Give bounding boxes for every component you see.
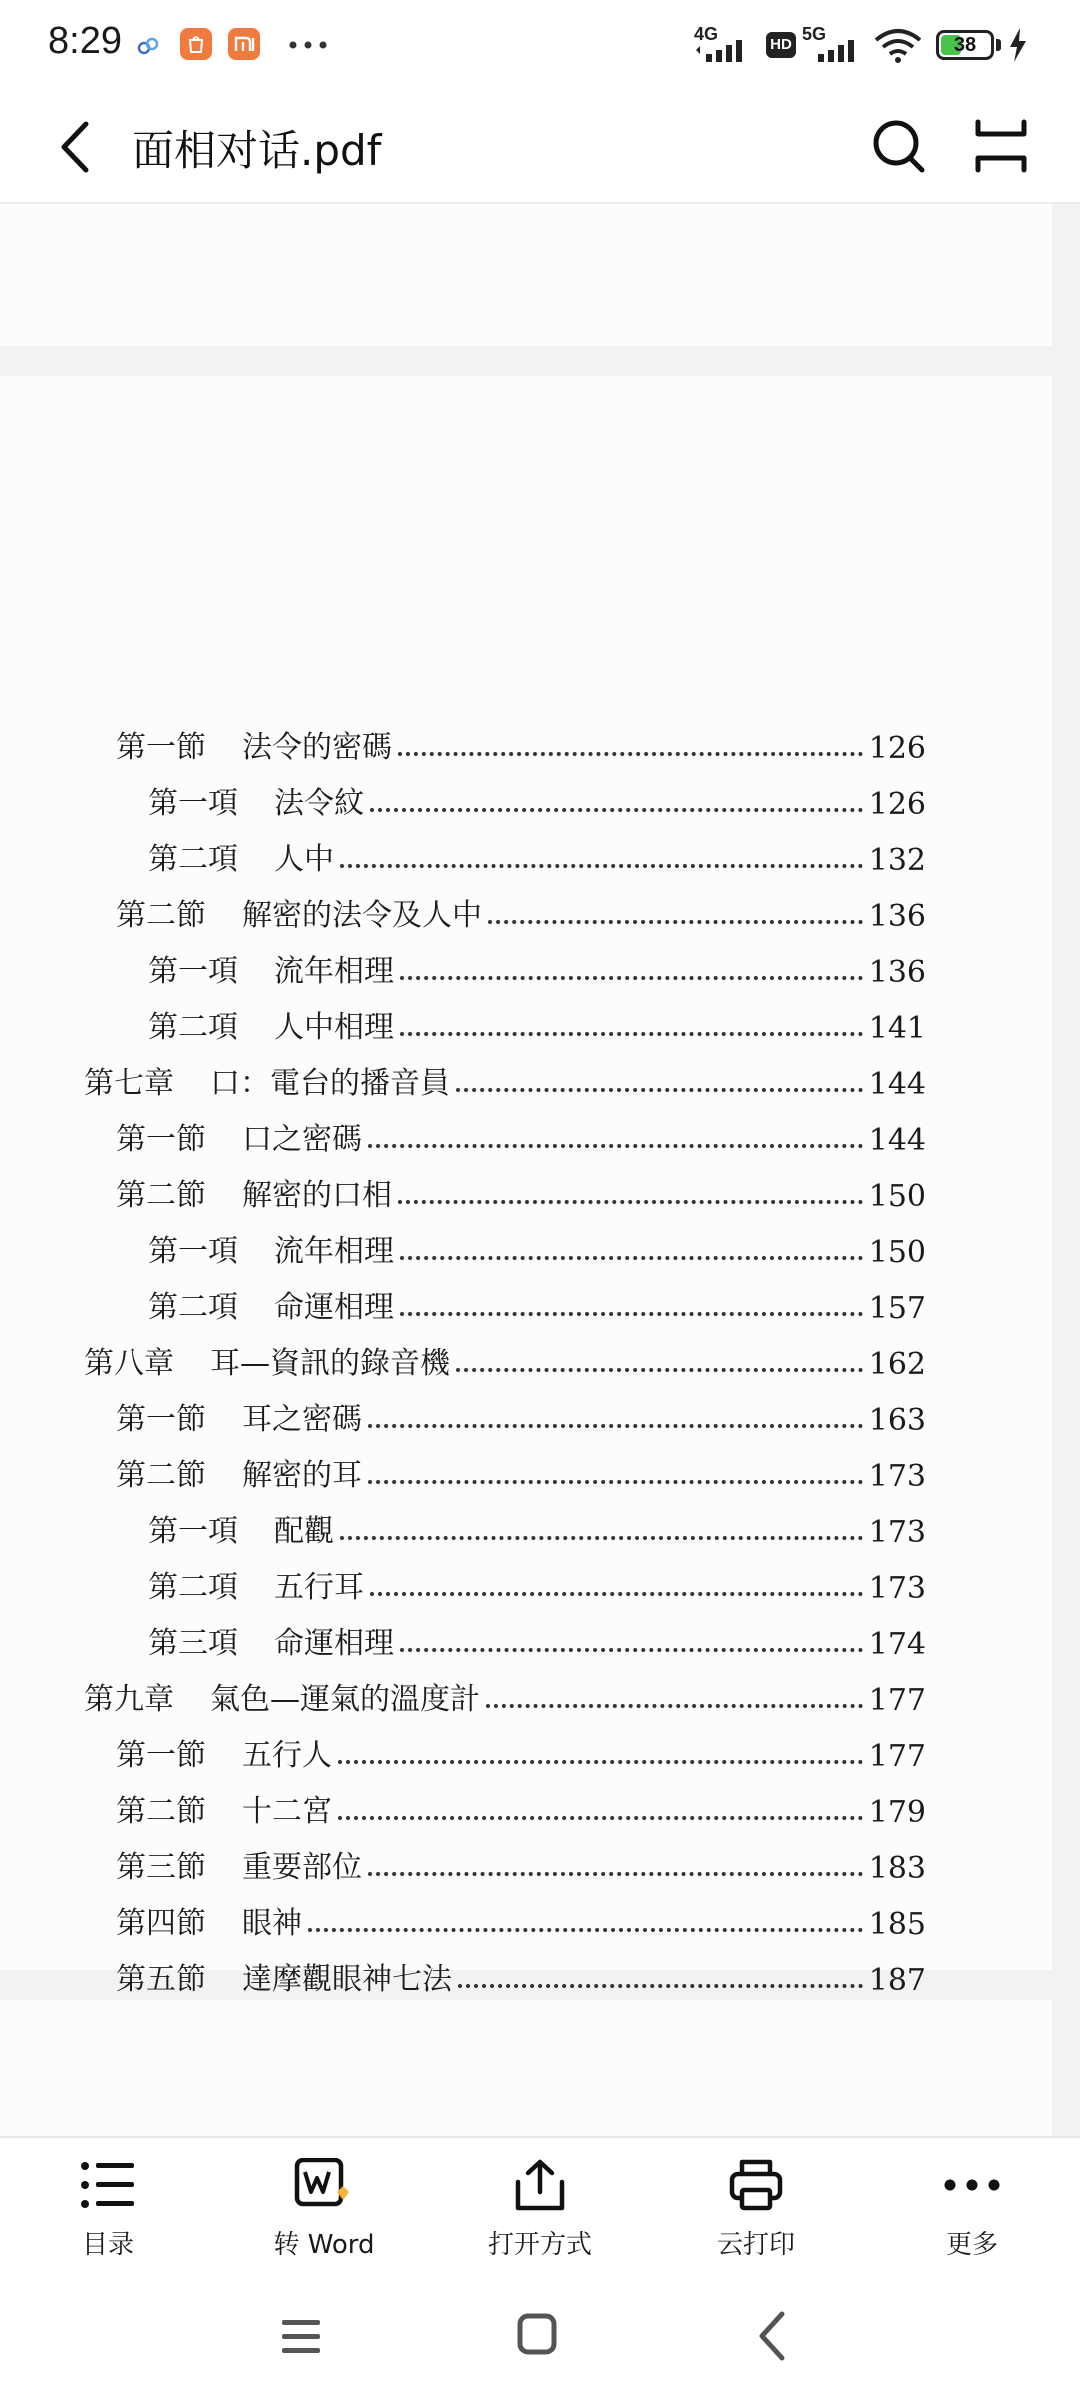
- toc-entry-page: 126: [868, 787, 926, 822]
- toc-entry[interactable]: [148, 1612, 926, 1662]
- toc-leader-dots: [400, 976, 863, 980]
- printer-icon: [726, 2158, 786, 2212]
- toc-entry-title: 配觀: [274, 1514, 334, 1549]
- battery-nub: [996, 39, 1001, 51]
- toc-entry-page: 177: [868, 1739, 926, 1774]
- toc-leader-dots: [400, 1032, 863, 1036]
- toc-entry[interactable]: [148, 940, 926, 990]
- toc-entry-title: 命運相理: [274, 1290, 394, 1325]
- toc-entry[interactable]: [148, 772, 926, 822]
- pdf-page-current[interactable]: [0, 376, 1052, 1998]
- toc-entry-title: 五行耳: [274, 1570, 364, 1605]
- toc-entry-page: 183: [868, 1851, 926, 1886]
- more-label: 更多: [945, 2230, 998, 2260]
- toc-entry-title: 人中相理: [274, 1010, 394, 1045]
- toc-entry-title: 命運相理: [274, 1626, 394, 1661]
- toc-entry-number: 第一節: [116, 1738, 206, 1773]
- cloud-link-icon: [136, 36, 160, 56]
- app-header: [0, 92, 1080, 204]
- toc-entry-number: 第一項: [148, 954, 238, 989]
- toc-entry-page: 136: [868, 955, 926, 990]
- toc-entry[interactable]: [116, 1108, 926, 1158]
- toc-entry[interactable]: [116, 716, 926, 766]
- toc-entry-number: 第一節: [116, 730, 206, 765]
- toc-entry-page: 150: [868, 1235, 926, 1270]
- toc-entry-title: 流年相理: [274, 954, 394, 989]
- toc-entry-number: 第二節: [116, 1458, 206, 1493]
- toc-entry[interactable]: [84, 1052, 926, 1102]
- toc-label: 目录: [81, 2230, 134, 2260]
- toc-entry-number: 第三項: [148, 1626, 238, 1661]
- toc-entry[interactable]: [148, 1276, 926, 1326]
- toc-leader-dots: [456, 1088, 863, 1092]
- more-notifications-icon: [288, 40, 328, 50]
- back-nav-icon[interactable]: [738, 2306, 808, 2366]
- network-5g-label: 5G: [802, 24, 827, 44]
- toc-entry-title: 法令的密碼: [242, 730, 392, 765]
- toc-entry-page: 187: [868, 1963, 926, 1998]
- toc-entry-page: 179: [868, 1795, 926, 1830]
- toc-entry-number: 第八章: [84, 1346, 174, 1381]
- to-word-label: 转 Word: [273, 2230, 375, 2260]
- toc-entry-title: 口之密碼: [242, 1122, 362, 1157]
- toc-entry-page: 136: [868, 899, 926, 934]
- more-icon: [942, 2158, 1002, 2212]
- toc-entry-title: 解密的口相: [242, 1178, 392, 1213]
- toc-entry-number: 第四節: [116, 1906, 206, 1941]
- toc-entry-title: 五行人: [242, 1738, 332, 1773]
- toc-leader-dots: [370, 1592, 863, 1596]
- system-nav-bar: [0, 2276, 1080, 2400]
- toc-entry[interactable]: [84, 1668, 926, 1718]
- toc-entry-number: 第二項: [148, 1570, 238, 1605]
- toc-leader-dots: [458, 1984, 863, 1988]
- toc-leader-dots: [400, 1648, 863, 1652]
- to-word-button[interactable]: [244, 2158, 404, 2268]
- toc-entry[interactable]: [148, 1556, 926, 1606]
- toc-entry-number: 第一項: [148, 786, 238, 821]
- toc-leader-dots: [340, 1536, 863, 1540]
- toc-entry[interactable]: [116, 1724, 926, 1774]
- toc-entry-page: 150: [868, 1179, 926, 1214]
- toc-leader-dots: [398, 1200, 863, 1204]
- toc-entry-title: 人中: [274, 842, 334, 877]
- toc-entry[interactable]: [84, 1332, 926, 1382]
- toc-entry-number: 第二節: [116, 1178, 206, 1213]
- toc-entry-number: 第七章: [84, 1066, 174, 1101]
- toc-leader-dots: [338, 1760, 863, 1764]
- hd-badge: HD: [766, 32, 796, 58]
- toc-entry-number: 第一項: [148, 1234, 238, 1269]
- battery-icon: 38: [936, 30, 994, 60]
- toc-leader-dots: [368, 1872, 863, 1876]
- toc-entry-page: 177: [868, 1683, 926, 1718]
- home-icon[interactable]: [502, 2306, 572, 2366]
- toc-leader-dots: [368, 1144, 863, 1148]
- toc-entry-number: 第二節: [116, 898, 206, 933]
- toc-entry-number: 第一節: [116, 1122, 206, 1157]
- toc-entry-page: 174: [868, 1627, 926, 1662]
- toc-leader-dots: [340, 864, 863, 868]
- status-time: 8:29: [48, 20, 122, 62]
- toc-entry-page: 163: [868, 1403, 926, 1438]
- toc-entry-page: 173: [868, 1515, 926, 1550]
- toc-leader-dots: [368, 1480, 863, 1484]
- toc-entry-page: 173: [868, 1459, 926, 1494]
- open-with-button[interactable]: [460, 2158, 620, 2268]
- signal-icon: [694, 38, 756, 62]
- list-icon: [78, 2158, 138, 2212]
- toc-entry[interactable]: [116, 1948, 926, 1998]
- pdf-viewer[interactable]: [0, 204, 1080, 2136]
- more-button[interactable]: [892, 2158, 1052, 2268]
- toc-leader-dots: [400, 1312, 863, 1316]
- search-icon[interactable]: [868, 114, 930, 178]
- back-icon[interactable]: [48, 114, 108, 180]
- toc-entry[interactable]: [116, 1388, 926, 1438]
- toc-entry-title: 口：電台的播音員: [210, 1066, 450, 1101]
- open-with-label: 打开方式: [487, 2230, 592, 2260]
- bottom-toolbar: [0, 2136, 1080, 2278]
- toc-entry-title: 解密的耳: [242, 1458, 362, 1493]
- toc-leader-dots: [338, 1816, 863, 1820]
- toc-entry-page: 157: [868, 1291, 926, 1326]
- toc-leader-dots: [400, 1256, 863, 1260]
- toc-entry-number: 第一節: [116, 1402, 206, 1437]
- toc-entry[interactable]: [116, 884, 926, 934]
- toc-leader-dots: [486, 1704, 863, 1708]
- toc-entry-title: 耳—資訊的錄音機: [210, 1346, 450, 1381]
- toc-entry-page: 126: [868, 731, 926, 766]
- toc-leader-dots: [308, 1928, 863, 1932]
- toc-leader-dots: [398, 752, 863, 756]
- toc-entry[interactable]: [116, 1836, 926, 1886]
- expand-icon[interactable]: [970, 114, 1032, 178]
- toc-entry[interactable]: [148, 996, 926, 1046]
- wifi-icon: [872, 28, 924, 64]
- toc-entry-number: 第二項: [148, 1010, 238, 1045]
- toc-entry[interactable]: [116, 1164, 926, 1214]
- toc-entry-number: 第二項: [148, 1290, 238, 1325]
- toc-entry-title: 眼神: [242, 1906, 302, 1941]
- network-4g-label: 4G: [694, 24, 719, 44]
- toc-entry-page: 185: [868, 1907, 926, 1942]
- toc-entry-title: 耳之密碼: [242, 1402, 362, 1437]
- signal-icon: [816, 38, 866, 62]
- pdf-page-next[interactable]: [0, 2000, 1052, 2136]
- toc-leader-dots: [488, 920, 863, 924]
- toc-button[interactable]: [28, 2158, 188, 2268]
- status-bar: [0, 0, 1080, 92]
- toc-entry-number: 第九章: [84, 1682, 174, 1717]
- toc-entry-number: 第二節: [116, 1794, 206, 1829]
- cloud-print-button[interactable]: [676, 2158, 836, 2268]
- toc-entry-title: 法令紋: [274, 786, 364, 821]
- toc-entry-title: 十二宮: [242, 1794, 332, 1829]
- toc-entry-page: 141: [868, 1011, 926, 1046]
- toc-entry[interactable]: [116, 1444, 926, 1494]
- charging-icon: [1008, 28, 1028, 62]
- toc-entry-title: 流年相理: [274, 1234, 394, 1269]
- toc-entry[interactable]: [148, 828, 926, 878]
- xiaomi-store-icon: [180, 28, 212, 60]
- toc-entry-number: 第五節: [116, 1962, 206, 1997]
- toc-leader-dots: [370, 808, 863, 812]
- toc-entry-title: 氣色—運氣的溫度計: [210, 1682, 480, 1717]
- toc-entry-title: 解密的法令及人中: [242, 898, 482, 933]
- toc-entry-title: 達摩觀眼神七法: [242, 1962, 452, 1997]
- pdf-page-previous[interactable]: [0, 204, 1052, 346]
- toc-entry[interactable]: [116, 1892, 926, 1942]
- cloud-print-label: 云打印: [716, 2230, 795, 2260]
- word-convert-icon: [293, 2158, 355, 2212]
- share-icon: [510, 2158, 570, 2212]
- toc-entry[interactable]: [148, 1220, 926, 1270]
- toc-entry-number: 第二項: [148, 842, 238, 877]
- mi-app-icon: [228, 28, 260, 60]
- toc-entry-number: 第一項: [148, 1514, 238, 1549]
- toc-entry-page: 144: [868, 1123, 926, 1158]
- toc-entry-title: 重要部位: [242, 1850, 362, 1885]
- toc-entry-page: 132: [868, 843, 926, 878]
- toc-leader-dots: [368, 1424, 863, 1428]
- toc-entry[interactable]: [116, 1780, 926, 1830]
- document-title: 面相对话.pdf: [132, 126, 382, 175]
- toc-entry-page: 162: [868, 1347, 926, 1382]
- toc-entry[interactable]: [148, 1500, 926, 1550]
- toc-entry-page: 144: [868, 1067, 926, 1102]
- recents-icon[interactable]: [266, 2306, 336, 2366]
- toc-entry-number: 第三節: [116, 1850, 206, 1885]
- toc-leader-dots: [456, 1368, 863, 1372]
- toc-entry-page: 173: [868, 1571, 926, 1606]
